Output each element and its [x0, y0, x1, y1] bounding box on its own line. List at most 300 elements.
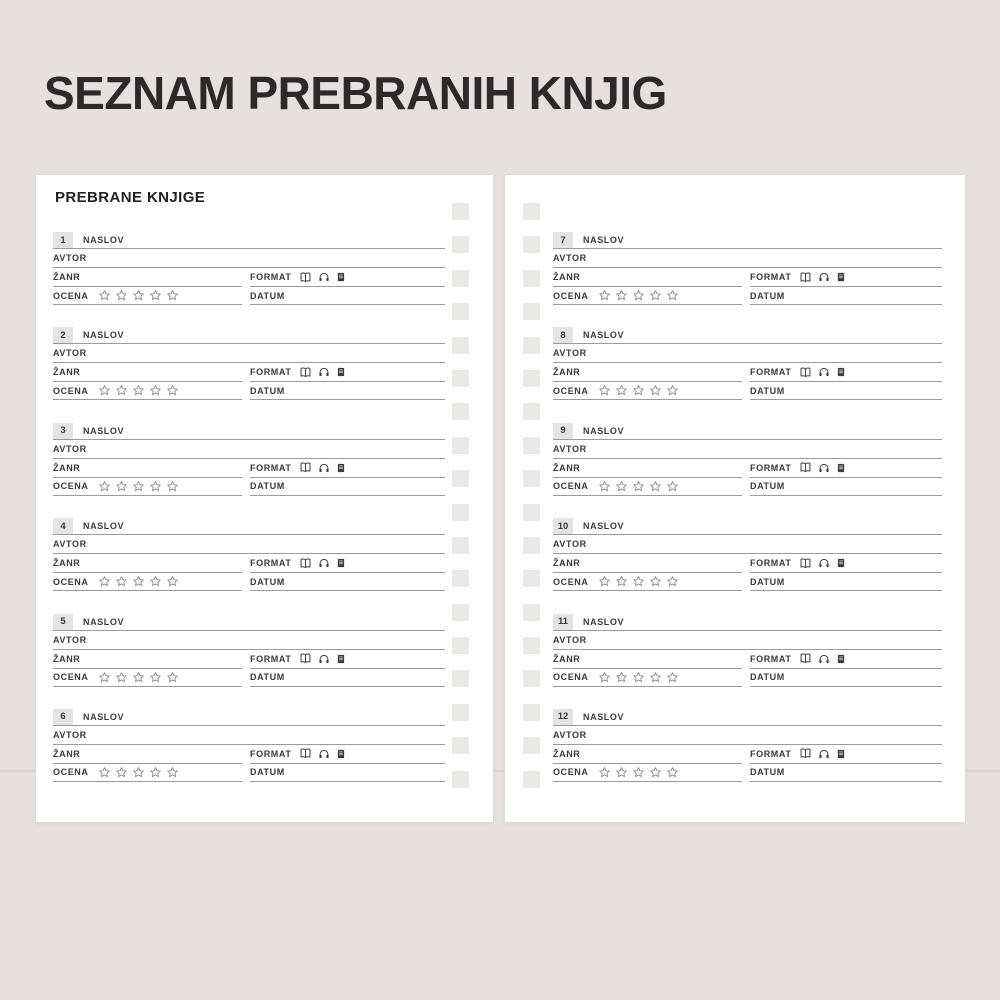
format-field	[250, 268, 445, 287]
book-entry	[53, 709, 445, 783]
title-label: NASLOV	[583, 235, 625, 245]
format-icons	[299, 652, 346, 665]
title-row	[553, 709, 942, 726]
genre-label: ŽANR	[53, 653, 81, 664]
star-outline-icon	[166, 384, 179, 397]
format-label: FORMAT	[750, 272, 792, 282]
binding-hole	[523, 604, 540, 621]
open-book-icon	[799, 366, 812, 379]
book-entry	[553, 423, 942, 497]
entry-number-badge	[553, 614, 573, 630]
star-outline-icon	[632, 671, 645, 684]
star-outline-icon	[149, 289, 162, 302]
open-book-icon	[799, 271, 812, 284]
rating-stars	[98, 480, 179, 493]
open-book-icon	[299, 461, 312, 474]
format-field	[750, 650, 942, 669]
star-outline-icon	[615, 575, 628, 588]
star-outline-icon	[632, 289, 645, 302]
ereader-icon	[336, 653, 346, 665]
rating-label: OCENA	[53, 672, 89, 683]
binding-hole	[452, 570, 469, 587]
binding-hole	[523, 771, 540, 788]
rating-field	[553, 382, 742, 400]
genre-format-row	[553, 745, 942, 764]
open-book-icon	[299, 747, 312, 760]
format-label: FORMAT	[750, 748, 792, 759]
entry-number: 11	[557, 616, 569, 628]
date-field	[750, 669, 942, 687]
rating-date-row	[553, 287, 942, 305]
headphones-icon	[818, 462, 830, 474]
binding-hole	[523, 637, 540, 654]
star-outline-icon	[132, 671, 145, 684]
star-outline-icon	[149, 671, 162, 684]
open-book-icon	[799, 557, 812, 570]
binding-hole	[452, 670, 469, 687]
star-outline-icon	[149, 480, 162, 493]
binding-hole	[523, 403, 540, 420]
star-outline-icon	[98, 575, 111, 588]
format-field	[750, 554, 942, 573]
format-field	[750, 459, 942, 478]
title-label: NASLOV	[83, 330, 125, 341]
entries-list-left	[53, 232, 445, 804]
entry-number: 8	[560, 329, 566, 341]
rating-stars	[598, 671, 679, 684]
genre-format-row	[553, 459, 942, 478]
genre-field	[53, 363, 242, 382]
entry-number-badge	[553, 232, 573, 248]
binding-hole	[452, 337, 469, 354]
date-label: DATUM	[750, 672, 785, 683]
author-row	[553, 726, 942, 745]
book-entry	[553, 518, 942, 592]
star-outline-icon	[632, 766, 645, 779]
rating-label: OCENA	[553, 767, 589, 778]
ereader-icon	[836, 271, 846, 283]
binding-hole	[523, 737, 540, 754]
ereader-icon	[836, 653, 846, 665]
open-book-icon	[799, 652, 812, 665]
author-label: AVTOR	[553, 443, 587, 454]
date-label: DATUM	[250, 672, 285, 683]
title-row	[553, 327, 942, 344]
format-label: FORMAT	[250, 558, 292, 569]
star-outline-icon	[166, 480, 179, 493]
format-icons	[299, 461, 346, 474]
genre-label: ŽANR	[53, 558, 81, 569]
date-field	[250, 478, 445, 496]
star-outline-icon	[115, 289, 128, 302]
format-field	[250, 363, 445, 382]
author-row	[53, 631, 445, 650]
star-outline-icon	[615, 766, 628, 779]
star-outline-icon	[632, 384, 645, 397]
right-page	[505, 175, 965, 822]
date-field	[750, 287, 942, 305]
rating-label: OCENA	[553, 481, 589, 492]
star-outline-icon	[598, 671, 611, 684]
binding-hole	[523, 337, 540, 354]
book-entry	[53, 232, 445, 306]
star-outline-icon	[666, 384, 679, 397]
genre-field	[553, 268, 742, 287]
rating-label: OCENA	[553, 290, 589, 301]
author-row	[553, 631, 942, 650]
star-outline-icon	[149, 766, 162, 779]
title-row	[553, 423, 942, 440]
date-label: DATUM	[250, 481, 285, 492]
title-label: NASLOV	[83, 425, 125, 436]
title-label: NASLOV	[83, 521, 125, 532]
rating-stars	[98, 671, 179, 684]
genre-format-row	[53, 650, 445, 669]
entry-number: 9	[560, 425, 566, 437]
star-outline-icon	[115, 480, 128, 493]
author-row	[53, 726, 445, 745]
binding-hole	[523, 537, 540, 554]
rating-stars	[598, 766, 679, 779]
entry-number: 5	[60, 616, 66, 628]
binding-hole	[523, 670, 540, 687]
author-label: AVTOR	[53, 253, 87, 263]
star-outline-icon	[115, 575, 128, 588]
entry-number-badge	[553, 423, 573, 439]
entry-number-badge	[53, 614, 73, 630]
title-label: NASLOV	[83, 616, 125, 627]
binding-hole	[523, 236, 540, 253]
binding-hole	[452, 470, 469, 487]
open-book-icon	[299, 366, 312, 379]
star-outline-icon	[132, 289, 145, 302]
rating-field	[53, 382, 242, 400]
rating-field	[53, 669, 242, 687]
genre-field	[553, 650, 742, 669]
title-label: NASLOV	[583, 711, 625, 722]
rating-label: OCENA	[553, 385, 589, 396]
binding-hole	[452, 236, 469, 253]
title-row	[553, 232, 942, 249]
author-row	[553, 535, 942, 554]
star-outline-icon	[115, 671, 128, 684]
ereader-icon	[836, 366, 846, 378]
title-label: NASLOV	[583, 425, 625, 436]
format-label: FORMAT	[250, 367, 292, 378]
star-outline-icon	[166, 575, 179, 588]
binding-hole	[452, 370, 469, 387]
genre-label: ŽANR	[553, 748, 581, 759]
genre-field	[553, 745, 742, 764]
format-field	[750, 745, 942, 764]
entry-number: 10	[557, 520, 569, 532]
rating-date-row	[553, 764, 942, 782]
date-field	[750, 382, 942, 400]
genre-field	[53, 650, 242, 669]
binding-hole	[523, 570, 540, 587]
genre-label: ŽANR	[53, 748, 81, 759]
date-label: DATUM	[750, 385, 785, 396]
author-label: AVTOR	[553, 253, 587, 263]
entry-number: 3	[60, 425, 66, 437]
headphones-icon	[818, 748, 830, 760]
star-outline-icon	[649, 671, 662, 684]
title-label: NASLOV	[83, 235, 125, 245]
title-label: NASLOV	[83, 711, 125, 722]
format-label: FORMAT	[250, 748, 292, 759]
genre-label: ŽANR	[553, 558, 581, 569]
binding-hole	[523, 437, 540, 454]
binding-hole	[452, 270, 469, 287]
date-label: DATUM	[750, 290, 785, 301]
author-label: AVTOR	[53, 539, 87, 550]
book-entry	[553, 709, 942, 783]
format-icons	[299, 271, 346, 284]
author-label: AVTOR	[553, 729, 587, 740]
rating-field	[553, 573, 742, 591]
rating-field	[53, 764, 242, 782]
title-label: NASLOV	[583, 330, 625, 341]
star-outline-icon	[598, 575, 611, 588]
headphones-icon	[818, 653, 830, 665]
rating-stars	[598, 575, 679, 588]
rating-label: OCENA	[53, 576, 89, 587]
star-outline-icon	[615, 480, 628, 493]
ereader-icon	[336, 366, 346, 378]
star-outline-icon	[632, 575, 645, 588]
title-label: NASLOV	[583, 616, 625, 627]
date-field	[250, 669, 445, 687]
ereader-icon	[336, 748, 346, 760]
rating-stars	[98, 289, 179, 302]
star-outline-icon	[98, 384, 111, 397]
date-field	[750, 764, 942, 782]
star-outline-icon	[666, 766, 679, 779]
author-row	[53, 344, 445, 363]
genre-field	[553, 363, 742, 382]
open-book-icon	[299, 557, 312, 570]
rating-date-row	[53, 478, 445, 496]
binding-hole	[523, 270, 540, 287]
genre-label: ŽANR	[53, 272, 81, 282]
format-field	[750, 363, 942, 382]
rating-date-row	[553, 669, 942, 687]
title-row	[53, 614, 445, 631]
entry-number-badge	[553, 327, 573, 343]
title-row	[53, 327, 445, 344]
list-heading: PREBRANE KNJIGE	[55, 189, 206, 206]
date-label: DATUM	[750, 481, 785, 492]
author-row	[53, 249, 445, 268]
rating-field	[553, 669, 742, 687]
rating-stars	[598, 384, 679, 397]
date-field	[250, 287, 445, 305]
format-icons	[799, 461, 846, 474]
book-entry	[53, 518, 445, 592]
rating-field	[553, 478, 742, 496]
star-outline-icon	[166, 766, 179, 779]
entry-number: 12	[557, 711, 569, 723]
title-row	[53, 518, 445, 535]
format-label: FORMAT	[250, 272, 292, 282]
binding-hole	[452, 737, 469, 754]
format-icons	[299, 747, 346, 760]
format-label: FORMAT	[750, 653, 792, 664]
headphones-icon	[818, 557, 830, 569]
star-outline-icon	[666, 289, 679, 302]
format-label: FORMAT	[250, 462, 292, 473]
binding-hole	[523, 470, 540, 487]
entry-number-badge	[553, 709, 573, 725]
star-outline-icon	[98, 289, 111, 302]
star-outline-icon	[649, 384, 662, 397]
format-icons	[299, 557, 346, 570]
entry-number-badge	[53, 232, 73, 248]
binding-hole	[523, 370, 540, 387]
rating-date-row	[553, 573, 942, 591]
genre-label: ŽANR	[553, 653, 581, 664]
date-label: DATUM	[250, 290, 285, 301]
ereader-icon	[836, 748, 846, 760]
genre-field	[53, 459, 242, 478]
genre-format-row	[53, 363, 445, 382]
book-entry	[553, 614, 942, 688]
rating-label: OCENA	[53, 290, 89, 301]
star-outline-icon	[615, 384, 628, 397]
format-field	[250, 745, 445, 764]
headphones-icon	[318, 271, 330, 283]
star-outline-icon	[598, 766, 611, 779]
rating-date-row	[53, 573, 445, 591]
ereader-icon	[336, 462, 346, 474]
author-label: AVTOR	[53, 443, 87, 454]
genre-format-row	[53, 745, 445, 764]
rating-stars	[98, 766, 179, 779]
genre-label: ŽANR	[553, 367, 581, 378]
binding-hole	[523, 504, 540, 521]
open-book-icon	[299, 652, 312, 665]
headphones-icon	[318, 366, 330, 378]
genre-field	[53, 745, 242, 764]
binding-hole	[452, 303, 469, 320]
date-label: DATUM	[250, 576, 285, 587]
rating-stars	[598, 480, 679, 493]
author-row	[553, 440, 942, 459]
rating-stars	[98, 575, 179, 588]
entry-number: 1	[60, 234, 66, 246]
rating-stars	[598, 289, 679, 302]
star-outline-icon	[649, 289, 662, 302]
star-outline-icon	[666, 575, 679, 588]
book-entry	[53, 423, 445, 497]
author-label: AVTOR	[553, 348, 587, 359]
date-field	[250, 382, 445, 400]
author-row	[53, 535, 445, 554]
headphones-icon	[318, 653, 330, 665]
headphones-icon	[818, 366, 830, 378]
title-row	[53, 709, 445, 726]
title-row	[53, 232, 445, 249]
binding-hole	[452, 604, 469, 621]
star-outline-icon	[598, 384, 611, 397]
entry-number-badge	[53, 709, 73, 725]
date-label: DATUM	[250, 767, 285, 778]
star-outline-icon	[598, 289, 611, 302]
rating-date-row	[53, 764, 445, 782]
author-label: AVTOR	[53, 729, 87, 740]
genre-field	[53, 554, 242, 573]
rating-date-row	[53, 669, 445, 687]
entry-number: 7	[560, 234, 566, 246]
entry-number-badge	[53, 518, 73, 534]
book-entry	[553, 327, 942, 401]
star-outline-icon	[132, 766, 145, 779]
star-outline-icon	[149, 575, 162, 588]
star-outline-icon	[615, 289, 628, 302]
genre-format-row	[53, 554, 445, 573]
rating-label: OCENA	[553, 576, 589, 587]
left-page	[36, 175, 493, 822]
date-field	[750, 573, 942, 591]
date-label: DATUM	[250, 385, 285, 396]
star-outline-icon	[132, 575, 145, 588]
rating-field	[53, 478, 242, 496]
headphones-icon	[318, 557, 330, 569]
binding-hole	[452, 437, 469, 454]
date-label: DATUM	[750, 576, 785, 587]
title-row	[53, 423, 445, 440]
entry-number-badge	[53, 327, 73, 343]
genre-label: ŽANR	[553, 462, 581, 473]
ereader-icon	[336, 557, 346, 569]
genre-field	[53, 268, 242, 287]
binding-hole	[523, 704, 540, 721]
format-icons	[799, 366, 846, 379]
genre-format-row	[553, 363, 942, 382]
author-label: AVTOR	[553, 634, 587, 645]
headphones-icon	[318, 462, 330, 474]
star-outline-icon	[632, 480, 645, 493]
book-entry	[53, 327, 445, 401]
star-outline-icon	[132, 384, 145, 397]
open-book-icon	[799, 747, 812, 760]
rating-date-row	[553, 382, 942, 400]
format-icons	[799, 747, 846, 760]
star-outline-icon	[598, 480, 611, 493]
format-icons	[799, 271, 846, 284]
binding-hole	[523, 303, 540, 320]
binding-hole	[452, 537, 469, 554]
star-outline-icon	[649, 575, 662, 588]
rating-label: OCENA	[53, 385, 89, 396]
rating-date-row	[53, 287, 445, 305]
format-field	[250, 459, 445, 478]
genre-format-row	[553, 554, 942, 573]
genre-label: ŽANR	[53, 367, 81, 378]
format-field	[250, 554, 445, 573]
author-row	[553, 344, 942, 363]
star-outline-icon	[166, 289, 179, 302]
binding-hole	[452, 637, 469, 654]
author-label: AVTOR	[53, 348, 87, 359]
rating-field	[53, 287, 242, 305]
title-row	[553, 614, 942, 631]
open-book-icon	[799, 461, 812, 474]
format-icons	[299, 366, 346, 379]
format-icons	[799, 557, 846, 570]
open-book-icon	[299, 271, 312, 284]
format-label: FORMAT	[750, 367, 792, 378]
